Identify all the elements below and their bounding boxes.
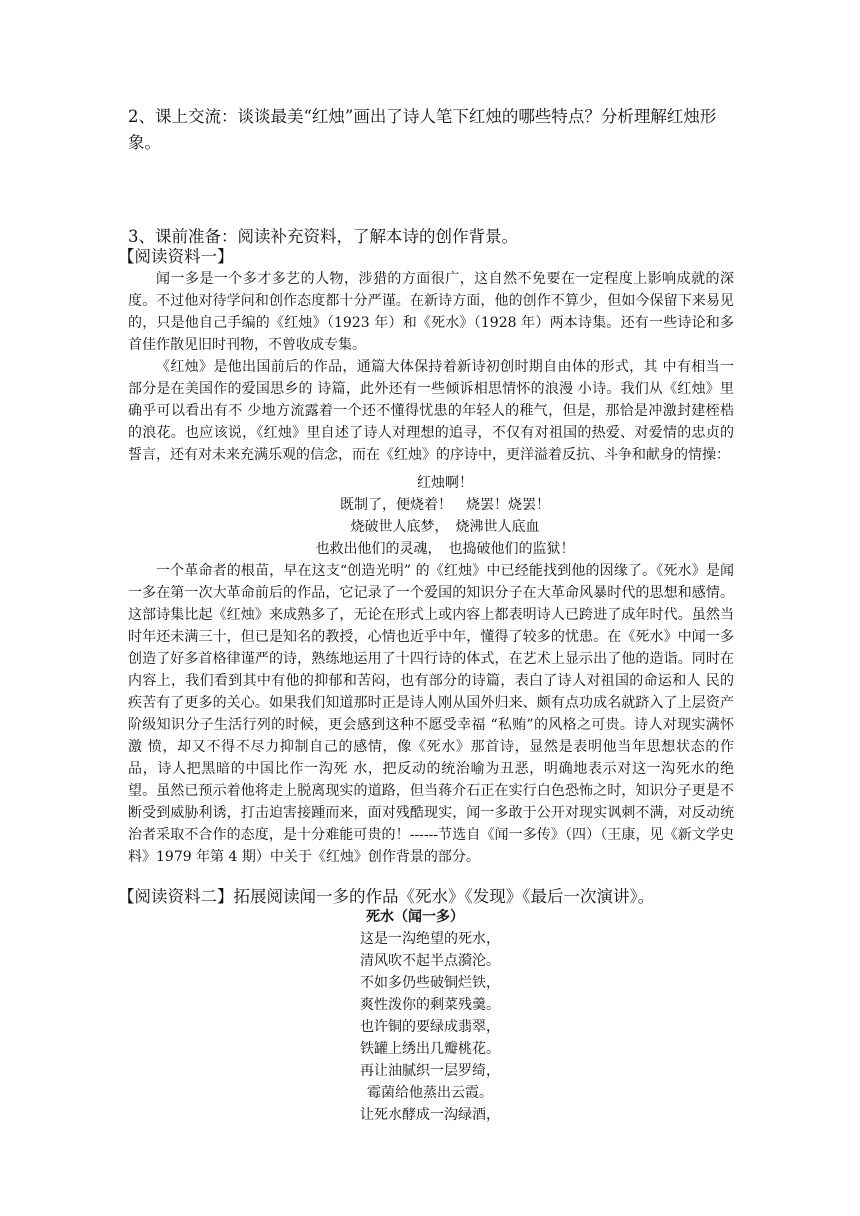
verse-line: 烧破世人底梦， 烧沸世人底血 bbox=[350, 519, 540, 535]
poem-line: 也许铜的要绿成翡翠， bbox=[360, 1019, 500, 1035]
poem-line: 再让油腻织一层罗绮， bbox=[360, 1063, 500, 1079]
dead-water-poem bbox=[330, 928, 530, 1126]
material-1-continued bbox=[128, 560, 734, 868]
poem-line: 铁罐上绣出几瓣桃花。 bbox=[360, 1041, 500, 1057]
material-1-paragraph-1: 闻一多是一个多才多艺的人物，涉猎的方面很广，这自然不免要在一定程度上影响成就的深度。不过他对待学问和创作态度都十分严谨。在新诗方面，他的创作不算少，但如今保留下来易见的，只是他自己手编的《红烛》（1923 年）和《死水》（1928 年）两本诗集。还有一些诗论和多首佳作散见旧时刊物，不曾收成专集。 bbox=[128, 271, 734, 353]
verse-line: 红烛啊！ bbox=[417, 475, 473, 491]
poem-line: 霉菌给他蒸出云霞。 bbox=[367, 1085, 493, 1101]
poem-line: 爽性泼你的剩菜残羹。 bbox=[360, 997, 500, 1013]
poem-line: 让死水酵成一沟绿酒， bbox=[360, 1107, 500, 1123]
material-1-paragraph-3: 一个革命者的根苗，早在这支“创造光明” 的《红烛》中已经能找到他的因缘了。《死水》是闻一多在第一次大革命前后的作品，它记录了一个爱国的知识分子在大革命风暴时代的思想和感情。这部诗集比起《红烛》来成熟多了，无论在形式上或内容上都表明诗人已跨进了成年时代。虽然当时年还未满三十，但已是知名的教授，心情也近乎中年，懂得了较多的忧患。在《死水》中闻一多创造了好多首格律谨严的诗，熟练地运用了十四行诗的体式，在艺术上显示出了他的造诣。同时在内容上，我们看到其中有他的抑郁和苦闷，也有部分的诗篇，表白了诗人对祖国的命运和人 民的疾苦有了更多的关心。如果我们知道那时正是诗人刚从国外归来、颇有点功成名就跻入了上层资产阶级知识分子生活行列的时候，更会感到这种不愿受幸福 “私贿”的风格之可贵。诗人对现实满怀激 愤，却又不得不尽力抑制自己的感情，像《死水》那首诗，显然是表明他当年思想状态的作品，诗人把黑暗的中国比作一沟死 水，把反动的统治喻为丑恶，明确地表示对这一沟死水的绝望。虽然已预示着他将走上脱离现实的道路，但当蒋介石正在实行白色恐怖之时，知识分子更是不断受到威胁利诱，打击迫害接踵而来，面对残酷现实，闻一多敢于公开对现实讽刺不满，对反动统治者采取不合作的态度，是十分难能可贵的！------节选自《闻一多传》（四）（王康，见《新文学史料》1979 年第 4 期）中关于《红烛》创作背景的部分。 bbox=[128, 563, 734, 865]
question-3: 3、课前准备：阅读补充资料，了解本诗的创作背景。 bbox=[128, 227, 518, 246]
material-1-heading: 【阅读资料一】 bbox=[118, 247, 234, 266]
poem-line: 清风吹不起半点漪沦。 bbox=[360, 953, 500, 969]
poem-title: 死水（闻一多） bbox=[366, 909, 464, 925]
material-1-body bbox=[128, 268, 734, 466]
verse-line: 也救出他们的灵魂， 也捣破他们的监狱！ bbox=[315, 541, 575, 557]
poem-line: 这是一沟绝望的死水， bbox=[360, 931, 500, 947]
material-1-paragraph-2: 《红烛》是他出国前后的作品，通篇大体保持着新诗初创时期自由体的形式，其 中有相当一部分是在美国作的爱国思乡的 诗篇，此外还有一些倾诉相思情怀的浪漫 小诗。我们从《红烛》里确乎可以看出有不 少地方流露着一个还不懂得忧患的年轻人的稚气，但是，那恰是冲激封建桎梏的浪花。也应该说，《红烛》里自述了诗人对理想的追寻，不仅有对祖国的热爱、对爱情的忠贞的誓言，还有对未来充满乐观的信念，而在《红烛》的序诗中，更洋溢着反抗、斗争和献身的情操： bbox=[128, 359, 734, 463]
verse-line: 既制了，便烧着！ 烧罢！烧罢！ bbox=[340, 497, 550, 513]
material-2-heading: 【阅读资料二】拓展阅读闻一多的作品《死水》《发现》《最后一次演讲》。 bbox=[118, 887, 655, 906]
poem-line: 不如多仍些破铜烂铁， bbox=[360, 975, 500, 991]
red-candle-verse bbox=[300, 472, 590, 560]
question-2: 2、课上交流：谈谈最美“红烛”画出了诗人笔下红烛的哪些特点？分析理解红烛形象。 bbox=[128, 107, 717, 152]
